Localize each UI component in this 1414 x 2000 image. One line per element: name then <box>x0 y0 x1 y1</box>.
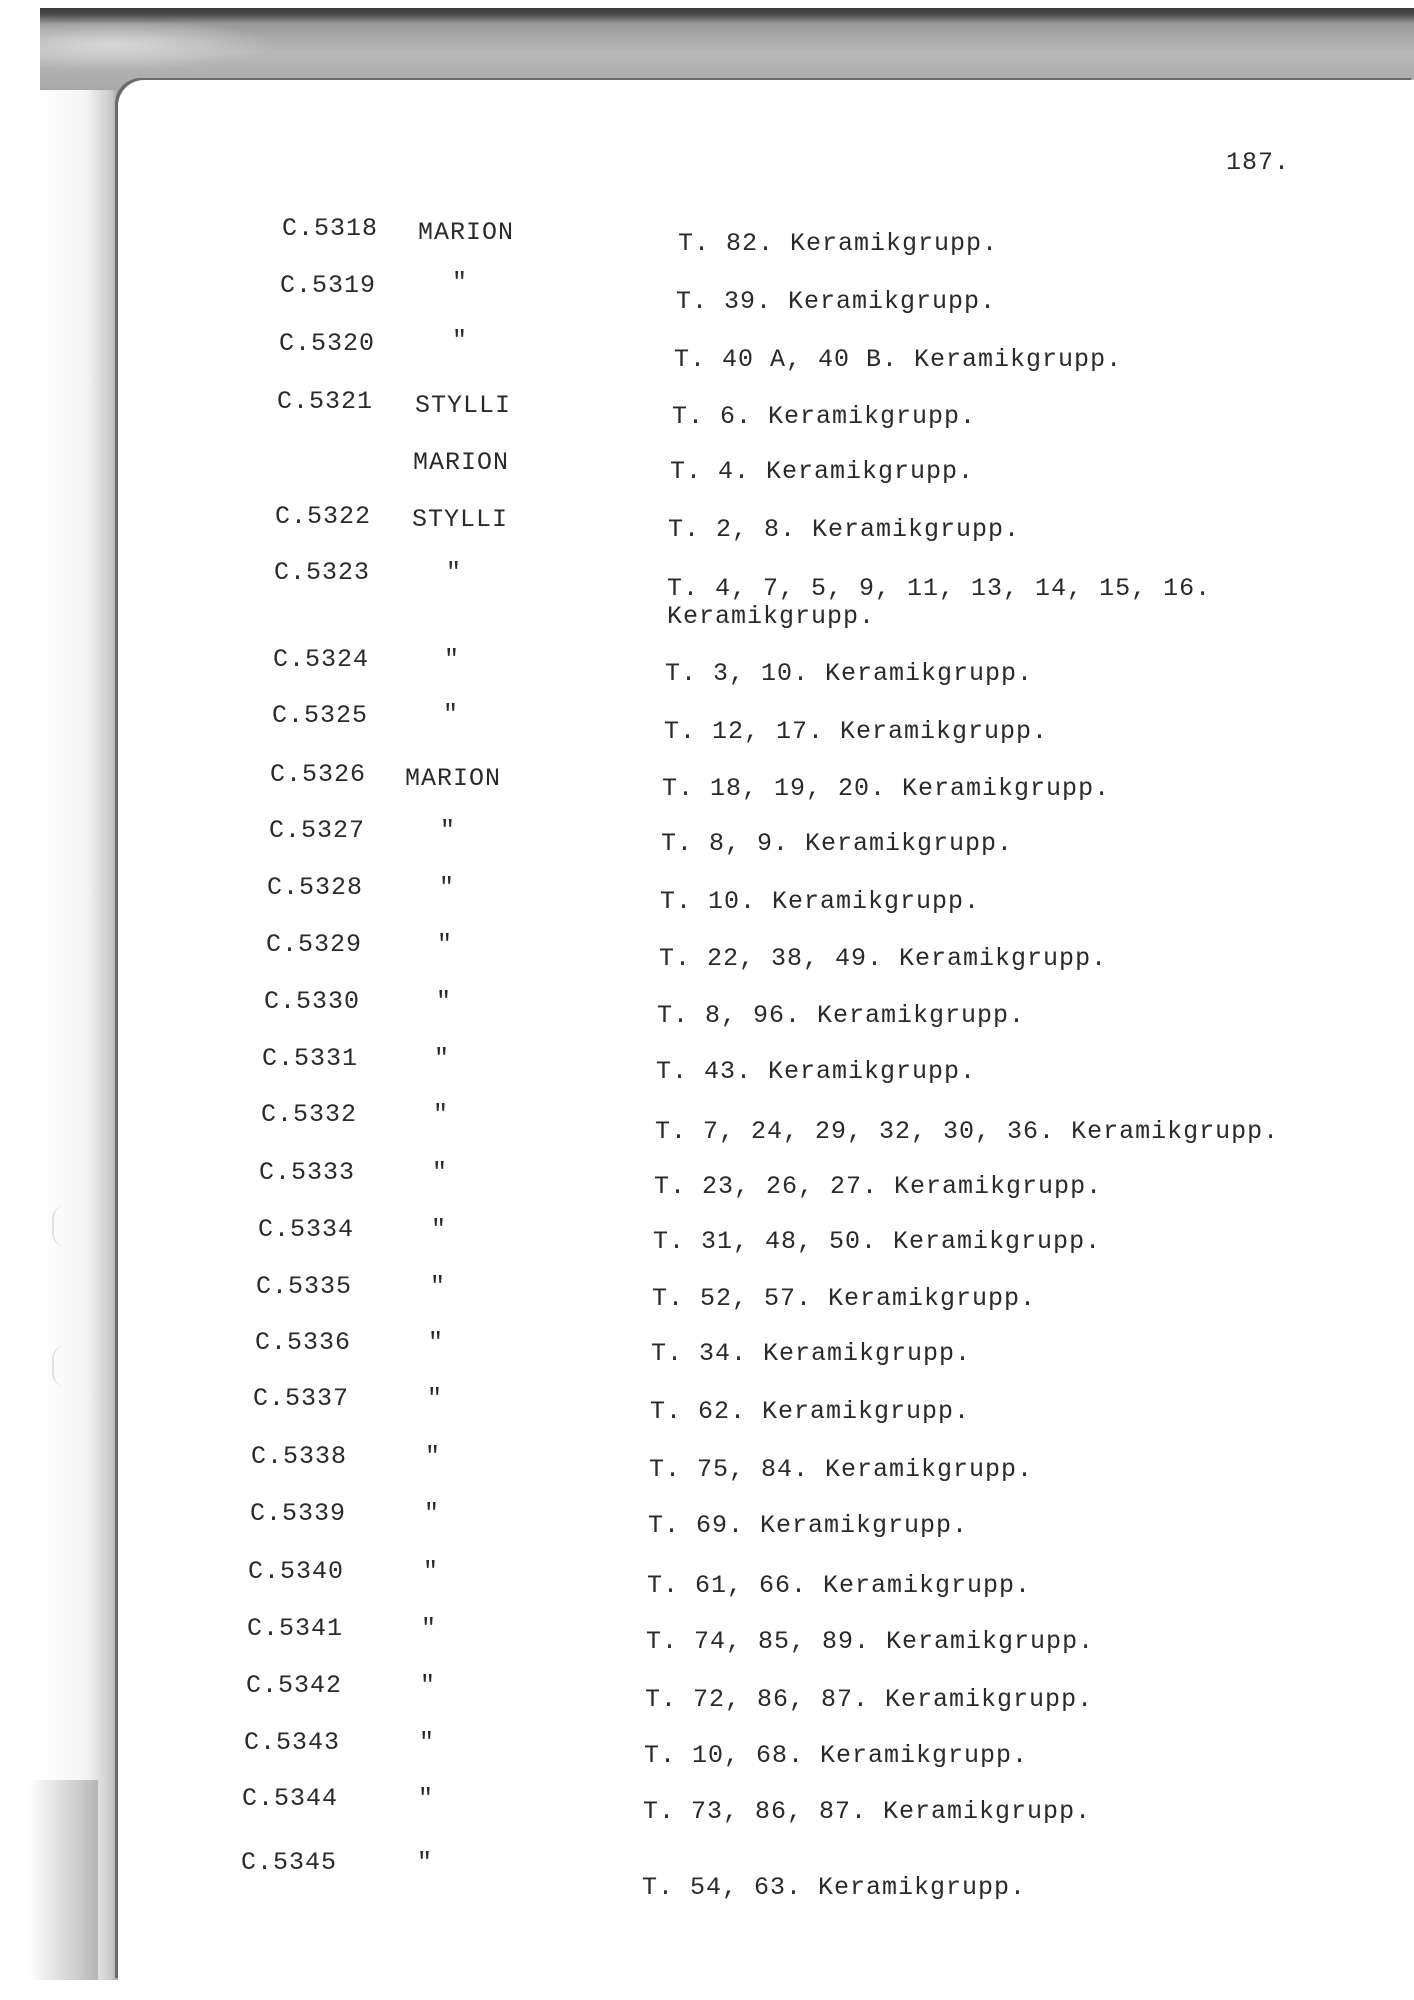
entry-site: MARION <box>405 764 502 793</box>
entry-site: " <box>417 1848 434 1877</box>
entry-description <box>667 575 1211 631</box>
entry-site: MARION <box>418 218 515 247</box>
entry-description: T. 69. Keramikgrupp. <box>648 1511 969 1540</box>
entry-description: T. 52, 57. Keramikgrupp. <box>652 1284 1037 1313</box>
entry-catalogue-id: C.5345 <box>241 1848 338 1877</box>
entry-site: " <box>437 930 454 959</box>
entry-catalogue-id: C.5343 <box>244 1728 341 1757</box>
punch-hole-mark <box>52 1345 80 1387</box>
scan-left-edge <box>40 90 118 1980</box>
entry-description: T. 73, 86, 87. Keramikgrupp. <box>643 1797 1092 1826</box>
entry-catalogue-id: C.5337 <box>253 1384 350 1413</box>
entry-site: " <box>446 558 463 587</box>
entry-catalogue-id: C.5323 <box>274 558 371 587</box>
entry-site: " <box>433 1100 450 1129</box>
entry-catalogue-id: C.5327 <box>269 816 366 845</box>
entry-catalogue-id: C.5340 <box>248 1557 345 1586</box>
entry-catalogue-id: C.5326 <box>270 760 367 789</box>
entry-catalogue-id: C.5338 <box>251 1442 348 1471</box>
punch-hole-mark <box>52 1205 80 1247</box>
entry-catalogue-id: C.5344 <box>242 1784 339 1813</box>
entry-catalogue-id: C.5319 <box>280 271 377 300</box>
entry-site: " <box>420 1671 437 1700</box>
entry-description-line: T. 4, 7, 5, 9, 11, 13, 14, 15, 16. <box>667 574 1212 603</box>
entry-site: " <box>434 1044 451 1073</box>
entry-site: " <box>421 1614 438 1643</box>
entry-site: MARION <box>413 448 510 477</box>
entry-description: T. 3, 10. Keramikgrupp. <box>665 659 1034 688</box>
entry-catalogue-id: C.5329 <box>266 930 363 959</box>
entry-description: T. 61, 66. Keramikgrupp. <box>647 1571 1032 1600</box>
entry-catalogue-id: C.5322 <box>275 502 372 531</box>
entry-catalogue-id: C.5336 <box>255 1328 352 1357</box>
entry-description: T. 10, 68. Keramikgrupp. <box>644 1741 1029 1770</box>
entry-site: " <box>418 1784 435 1813</box>
entry-site: " <box>439 873 456 902</box>
entry-description: T. 22, 38, 49. Keramikgrupp. <box>659 944 1108 973</box>
entry-site: " <box>427 1384 444 1413</box>
entry-description: T. 18, 19, 20. Keramikgrupp. <box>662 774 1111 803</box>
entry-catalogue-id: C.5320 <box>279 329 376 358</box>
entry-site: " <box>432 1158 449 1187</box>
entry-description: T. 31, 48, 50. Keramikgrupp. <box>653 1227 1102 1256</box>
entry-description: T. 6. Keramikgrupp. <box>672 402 977 431</box>
entry-site: " <box>425 1442 442 1471</box>
entry-catalogue-id: C.5334 <box>258 1215 355 1244</box>
entry-description: T. 2, 8. Keramikgrupp. <box>668 515 1021 544</box>
scan-top-speck <box>40 20 280 70</box>
entry-description: T. 72, 86, 87. Keramikgrupp. <box>645 1685 1094 1714</box>
entry-site: " <box>430 1272 447 1301</box>
entry-catalogue-id: C.5335 <box>256 1272 353 1301</box>
entry-site: " <box>419 1728 436 1757</box>
entry-site: " <box>423 1557 440 1586</box>
entry-catalogue-id: C.5339 <box>250 1499 347 1528</box>
entry-description: T. 8, 9. Keramikgrupp. <box>661 829 1014 858</box>
entry-description: T. 40 A, 40 B. Keramikgrupp. <box>674 345 1123 374</box>
entry-catalogue-id: C.5325 <box>272 701 369 730</box>
entry-description: T. 82. Keramikgrupp. <box>678 229 999 258</box>
entry-catalogue-id: C.5318 <box>282 214 379 243</box>
entry-description: T. 12, 17. Keramikgrupp. <box>664 717 1049 746</box>
entry-description: T. 7, 24, 29, 32, 30, 36. Keramikgrupp. <box>655 1117 1280 1146</box>
entry-site: " <box>452 268 469 297</box>
entry-catalogue-id: C.5331 <box>262 1044 359 1073</box>
entry-description: T. 39. Keramikgrupp. <box>676 287 997 316</box>
entry-catalogue-id: C.5328 <box>267 873 364 902</box>
entry-catalogue-id: C.5330 <box>264 987 361 1016</box>
entry-description: T. 43. Keramikgrupp. <box>656 1057 977 1086</box>
entry-catalogue-id: C.5324 <box>273 645 370 674</box>
entry-site: " <box>444 645 461 674</box>
entry-description: T. 74, 85, 89. Keramikgrupp. <box>646 1627 1095 1656</box>
entry-site: " <box>424 1499 441 1528</box>
entry-site: STYLLI <box>415 391 512 420</box>
entry-catalogue-id: C.5342 <box>246 1671 343 1700</box>
entry-site: " <box>428 1328 445 1357</box>
entry-description: T. 10. Keramikgrupp. <box>660 887 981 916</box>
entry-site: " <box>452 326 469 355</box>
entry-description: T. 4. Keramikgrupp. <box>670 457 975 486</box>
entry-catalogue-id: C.5333 <box>259 1158 356 1187</box>
page-number: 187. <box>1226 148 1291 177</box>
entry-catalogue-id: C.5321 <box>277 387 374 416</box>
entry-site: " <box>431 1215 448 1244</box>
scan-left-edge-bottom <box>28 1780 98 1980</box>
entry-site: " <box>436 987 453 1016</box>
entry-description: T. 8, 96. Keramikgrupp. <box>657 1001 1026 1030</box>
entry-description: T. 54, 63. Keramikgrupp. <box>642 1873 1027 1902</box>
entry-site: STYLLI <box>412 505 509 534</box>
entry-description: T. 62. Keramikgrupp. <box>650 1397 971 1426</box>
entry-description: T. 23, 26, 27. Keramikgrupp. <box>654 1172 1103 1201</box>
entry-description: T. 75, 84. Keramikgrupp. <box>649 1455 1034 1484</box>
entry-description: T. 34. Keramikgrupp. <box>651 1339 972 1368</box>
entry-catalogue-id: C.5341 <box>247 1614 344 1643</box>
entry-catalogue-id: C.5332 <box>261 1100 358 1129</box>
entry-site: " <box>443 700 460 729</box>
entry-site: " <box>440 816 457 845</box>
entry-description-line: Keramikgrupp. <box>667 602 876 631</box>
